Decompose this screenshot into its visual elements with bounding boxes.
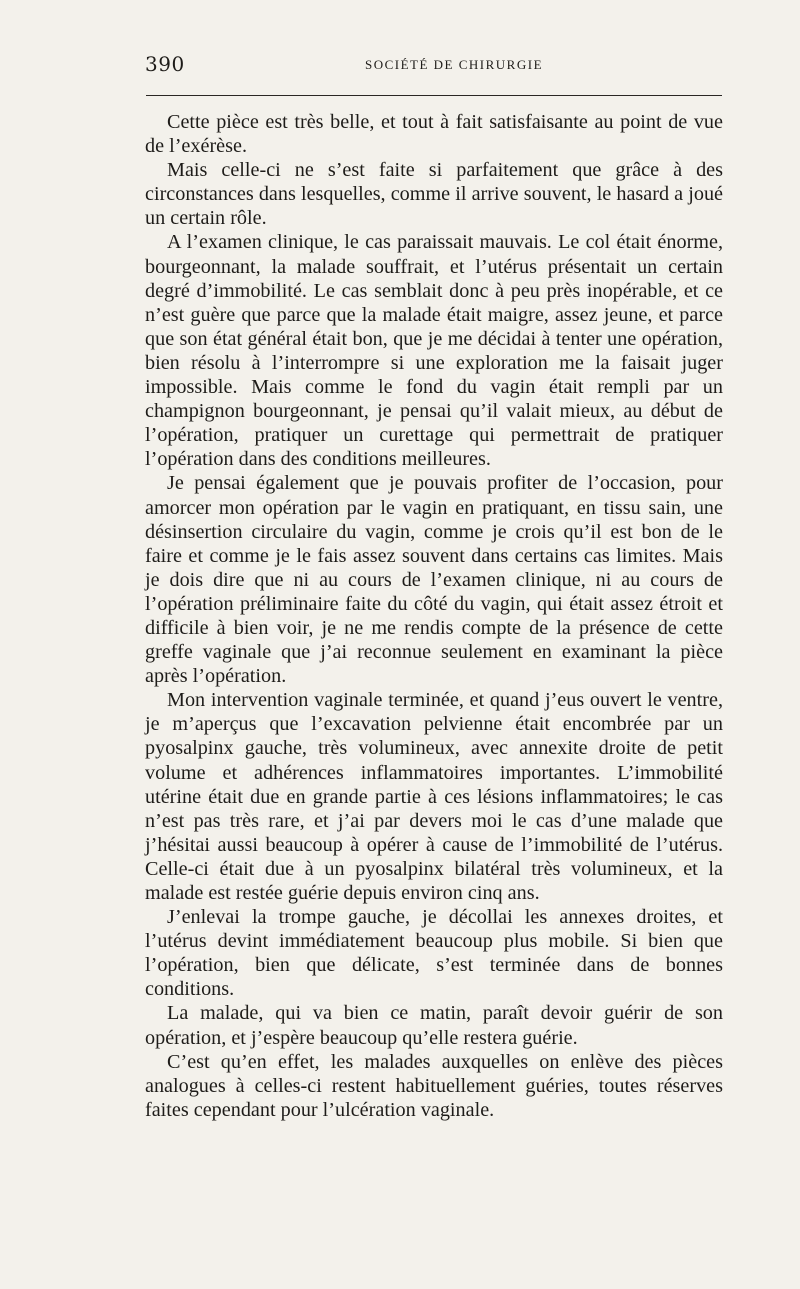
paragraph: Mais celle-ci ne s’est faite si parfaitement que grâce à des circonstances dans lesquelles, comme il arrive souvent, le hasard a joué un certain rôle. xyxy=(145,159,723,230)
paragraph: A l’examen clinique, le cas paraissait mauvais. Le col était énorme, bourgeonnant, la malade souffrait, et l’utérus présentait un certain degré d’immobilité. Le cas semblait donc à peu près inopérable, et ce n’est guère que parce que la malade était maigre, assez jeune, et parce que son état général était bon, que je me décidai à tenter une opération, bien résolu à l’interrompre si une exploration me la faisait juger impossible. Mais comme le fond du vagin était rempli par un champignon bourgeonnant, je pensai qu’il valait mieux, au début de l’opération, pratiquer un curettage qui permettrait de pratiquer l’opération dans des conditions meilleures. xyxy=(145,231,723,471)
paragraph: Mon intervention vaginale terminée, et quand j’eus ouvert le ventre, je m’aperçus que l’excavation pelvienne était encombrée par un pyosalpinx gauche, très volumineux, avec annexite droite de petit volume et adhérences inflammatoires importantes. L’immobilité utérine était due en grande partie à ces lésions inflammatoires; le cas n’est pas très rare, et j’ai par devers moi le cas d’une malade que j’hésitai aussi beaucoup à opérer à cause de l’immobilité de l’utérus. Celle-ci était due à un pyosalpinx bilatéral très volumineux, et la malade est restée guérie depuis environ cinq ans. xyxy=(145,689,723,904)
page-header xyxy=(145,52,723,82)
paragraph: C’est qu’en effet, les malades auxquelles on enlève des pièces analogues à celles-ci restent habituellement guéries, toutes réserves faites cependant pour l’ulcération vaginale. xyxy=(145,1050,723,1121)
paragraph: Je pensai également que je pouvais profiter de l’occasion, pour amorcer mon opération par le vagin en pratiquant, en tissu sain, une désinsertion circulaire du vagin, comme je crois qu’il est bon de le faire et comme je le fais assez souvent dans certains cas limites. Mais je dois dire que ni au cours de l’examen clinique, ni au cours de l’opération préliminaire faite du côté du vagin, qui était assez étroit et difficile à bien voir, je ne me rendis compte de la présence de cette greffe vaginale que j’ai reconnue seulement en examinant la pièce après l’opération. xyxy=(145,472,723,688)
header-divider xyxy=(146,95,722,96)
paragraph: J’enlevai la trompe gauche, je décollai les annexes droites, et l’utérus devint immédiatement beaucoup plus mobile. Si bien que l’opération, bien que délicate, s’est terminée dans de bonnes conditions. xyxy=(145,906,723,1001)
paragraph: La malade, qui va bien ce matin, paraît devoir guérir de son opération, et j’espère beaucoup qu’elle restera guérie. xyxy=(145,1002,723,1049)
body-text xyxy=(145,110,723,1122)
page-number: 390 xyxy=(145,52,185,76)
paragraph: Cette pièce est très belle, et tout à fait satisfaisante au point de vue de l’exérèse. xyxy=(145,111,723,158)
running-title: SOCIÉTÉ DE CHIRURGIE xyxy=(364,57,544,72)
